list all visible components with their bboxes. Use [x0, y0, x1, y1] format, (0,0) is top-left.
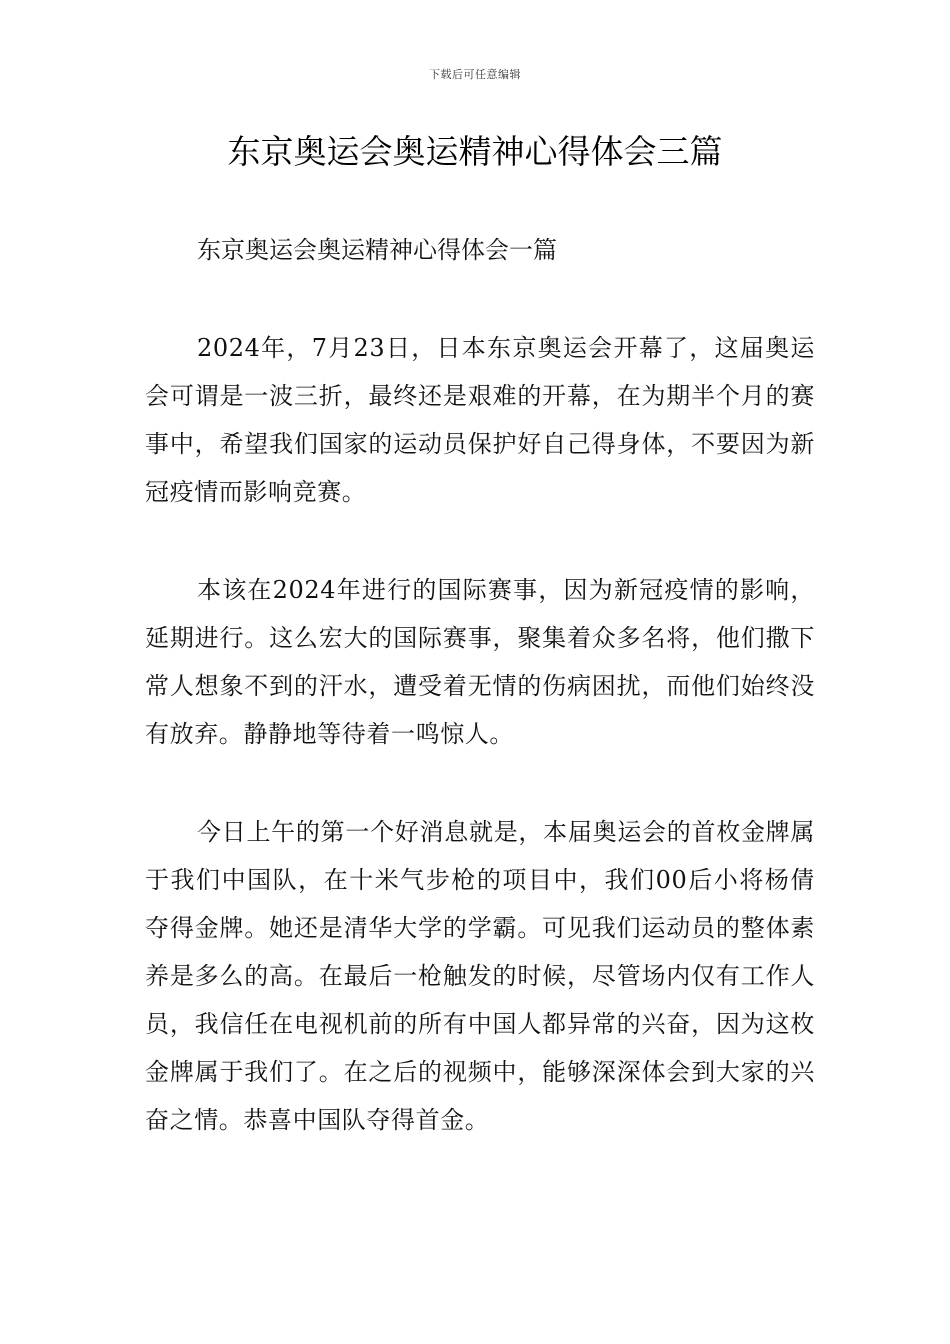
document-title: 东京奥运会奥运精神心得体会三篇 [227, 132, 723, 171]
document-body [145, 226, 815, 1194]
paragraph-3: 今日上午的第一个好消息就是，本届奥运会的首枚金牌属于我们中国队，在十米气步枪的项目中，我们00后小将杨倩夺得金牌。她还是清华大学的学霸。可见我们运动员的整体素养是多么的高。在最后一枪触发的时候，尽管场内仅有工作人员，我信任在电视机前的所有中国人都异常的兴奋，因为这枚金牌属于我们了。在之后的视频中，能够深深体会到大家的兴奋之情。恭喜中国队夺得首金。 [145, 818, 815, 1134]
section-heading: 东京奥运会奥运精神心得体会一篇 [197, 236, 557, 264]
paragraph-2: 本该在2024年进行的国际赛事，因为新冠疫情的影响，延期进行。这么宏大的国际赛事，聚集着众多名将，他们撒下常人想象不到的汗水，遭受着无情的伤病困扰，而他们始终没有放弃。静静地等待着一鸣惊人。 [145, 576, 815, 748]
header-note: 下载后可任意编辑 [429, 68, 521, 81]
paragraph-1: 2024年，7月23日，日本东京奥运会开幕了，这届奥运会可谓是一波三折，最终还是艰难的开幕，在为期半个月的赛事中，希望我们国家的运动员保护好自己得身体，不要因为新冠疫情而影响竞赛。 [145, 334, 815, 506]
